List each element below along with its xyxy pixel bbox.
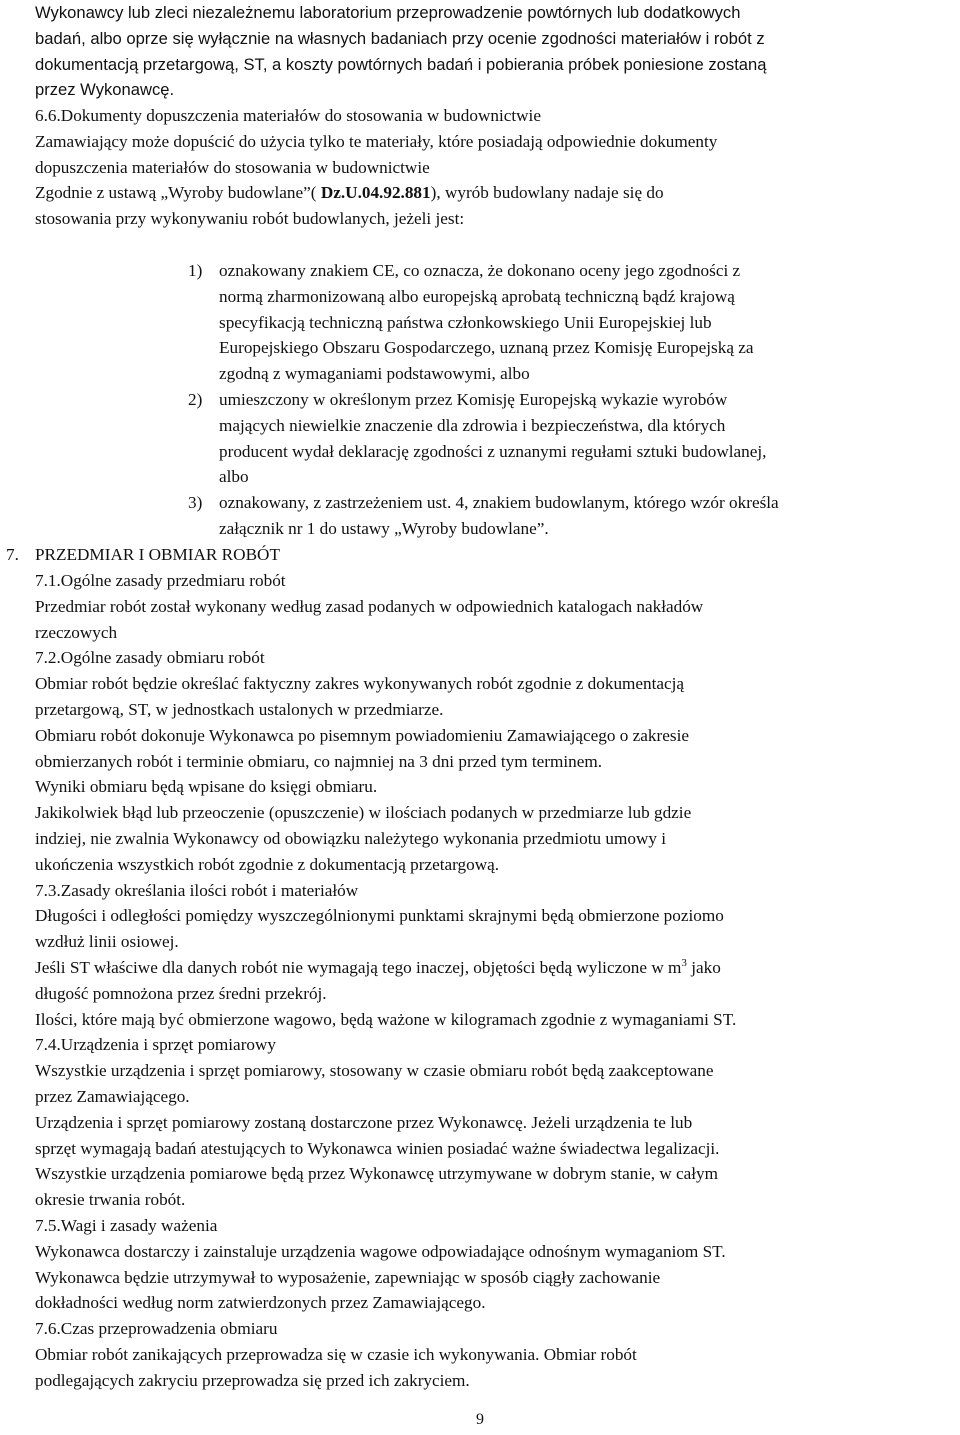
text-line: przetargową, ST, w jednostkach ustalonych w przedmiarze.	[35, 699, 444, 719]
text-line: dopuszczenia materiałów do stosowania w budownictwie	[35, 157, 430, 177]
subsection-heading: 7.1.Ogólne zasady przedmiaru robót	[35, 571, 286, 590]
text-line: przez Zamawiającego.	[35, 1086, 190, 1106]
intro-paragraph	[35, 0, 960, 103]
section-7-body	[35, 568, 960, 1394]
text-line: Europejskiego Obszaru Gospodarczego, uznaną przez Komisję Europejską za	[219, 338, 754, 358]
section-number: 7.	[6, 545, 19, 564]
text-line: Obmiar robót zanikających przeprowadza się w czasie ich wykonywania. Obmiar robót	[35, 1344, 637, 1364]
cubic-superscript: 3	[681, 956, 687, 969]
text-line: Obmiaru robót dokonuje Wykonawca po pisemnym powiadomieniu Zamawiającego o zakresie	[35, 725, 689, 745]
text-line: przez Wykonawcę.	[35, 80, 175, 100]
text-line: oznakowany, z zastrzeżeniem ust. 4, znakiem budowlanym, którego wzór określa	[219, 493, 779, 513]
text-line: wzdłuż linii osiowej.	[35, 932, 179, 952]
list-item-number: 3)	[188, 493, 203, 513]
requirements-list	[188, 258, 960, 542]
law-prefix: Zgodnie z ustawą „Wyroby budowlane”(	[35, 183, 321, 203]
text-line: normą zharmonizowaną albo europejską aprobatą techniczną bądź krajową	[219, 286, 735, 306]
section-heading: 6.6.Dokumenty dopuszczenia materiałów do stosowania w budownictwie	[35, 106, 541, 125]
text-line: Wykonawca będzie utrzymywał to wyposażenie, zapewniając w sposób ciągły zachowanie	[35, 1267, 661, 1287]
text-line: Urządzenia i sprzęt pomiarowy zostaną dostarczone przez Wykonawcę. Jeżeli urządzenia te lub	[35, 1112, 693, 1132]
text-line: dokładności według norm zatwierdzonych przez Zamawiającego.	[35, 1293, 486, 1313]
text-line: Jakikolwiek błąd lub przeoczenie (opuszczenie) w ilościach podanych w przedmiarze lub gdzie	[35, 803, 692, 823]
list-item	[188, 490, 960, 542]
text-line: załącznik nr 1 do ustawy „Wyroby budowlane”.	[219, 518, 549, 538]
law-suffix: ), wyrób budowlany nadaje się do	[430, 183, 664, 203]
text-line: indziej, nie zwalnia Wykonawcy od obowiązku należytego wykonania przedmiotu umowy i	[35, 828, 667, 848]
text-line: oznakowany znakiem CE, co oznacza, że dokonano oceny jego zgodności z	[219, 261, 741, 280]
text-line: Przedmiar robót został wykonany według zasad podanych w odpowiednich katalogach nakładów	[35, 596, 704, 616]
law-reference-line	[35, 180, 960, 206]
page-number: 9	[476, 1411, 484, 1428]
text-line: badań, albo oprze się wyłącznie na własnych badaniach przy ocenie zgodności materiałów i robót z	[35, 28, 765, 48]
text-line: sprzęt wymagają badań atestujących to Wykonawca winien posiadać ważne świadectwa legalizacji.	[35, 1138, 720, 1158]
subsection-heading: 7.6.Czas przeprowadzenia obmiaru	[35, 1319, 278, 1339]
volume-suffix: jako	[686, 957, 721, 977]
text-line: długość pomnożona przez średni przekrój.	[35, 983, 327, 1003]
text-line: ukończenia wszystkich robót zgodnie z dokumentacją przetargową.	[35, 854, 500, 874]
text-line: specyfikacją techniczną państwa członkowskiego Unii Europejskiej lub	[219, 312, 712, 332]
text-line: Wykonawca dostarczy i zainstaluje urządzenia wagowe odpowiadające odnośnym wymaganiom ST.	[35, 1241, 726, 1261]
section-6-6	[35, 103, 960, 232]
text-line: obmierzanych robót i terminie obmiaru, co najmniej na 3 dni przed tym terminem.	[35, 751, 603, 771]
text-line: dokumentacją przetargową, ST, a koszty powtórnych badań i pobierania próbek poniesione zostaną	[35, 54, 767, 74]
list-item-number: 2)	[188, 389, 203, 409]
text-line: Długości i odległości pomiędzy wyszczególnionymi punktami skrajnymi będą obmierzone poziomo	[35, 906, 724, 926]
volume-line	[35, 955, 960, 981]
text-line: Ilości, które mają być obmierzone wagowo, będą ważone w kilogramach zgodnie z wymaganiami ST.	[35, 1009, 737, 1029]
volume-prefix: Jeśli ST właściwe dla danych robót nie wymagają tego inaczej, objętości będą wyliczone w m	[35, 957, 682, 977]
text-line: mających niewielkie znaczenie dla zdrowia i bezpieczeństwa, dla których	[219, 415, 726, 435]
list-item	[188, 258, 960, 387]
text-line: stosowania przy wykonywaniu robót budowlanych, jeżeli jest:	[35, 209, 465, 229]
text-line: Wyniki obmiaru będą wpisane do księgi obmiaru.	[35, 777, 378, 797]
list-item	[188, 387, 960, 490]
text-line: zgodną z wymaganiami podstawowymi, albo	[219, 364, 530, 384]
text-line: Obmiar robót będzie określać faktyczny zakres wykonywanych robót zgodnie z dokumentacją	[35, 674, 685, 694]
text-line: producent wydał deklarację zgodności z uznanymi regułami sztuki budowlanej,	[219, 441, 767, 461]
subsection-heading: 7.5.Wagi i zasady ważenia	[35, 1215, 218, 1235]
text-line: podlegających zakryciu przeprowadza się przed ich zakryciem.	[35, 1370, 470, 1390]
list-item-number: 1)	[188, 261, 203, 280]
subsection-heading: 7.4.Urządzenia i sprzęt pomiarowy	[35, 1035, 277, 1055]
text-line: Wszystkie urządzenia i sprzęt pomiarowy, stosowany w czasie obmiaru robót będą zaakceptowane	[35, 1061, 714, 1081]
text-line: Wszystkie urządzenia pomiarowe będą przez Wykonawcę utrzymywane w dobrym stanie, w całym	[35, 1164, 719, 1184]
text-line: okresie trwania robót.	[35, 1190, 186, 1210]
text-line: Wykonawcy lub zleci niezależnemu laboratorium przeprowadzenie powtórnych lub dodatkowych	[35, 3, 741, 22]
text-line: umieszczony w określonym przez Komisję Europejską wykazie wyrobów	[219, 389, 728, 409]
subsection-heading: 7.2.Ogólne zasady obmiaru robót	[35, 648, 265, 668]
section-title: PRZEDMIAR I OBMIAR ROBÓT	[35, 545, 280, 564]
text-line: albo	[219, 467, 249, 487]
text-line: Zamawiający może dopuścić do użycia tylko te materiały, które posiadają odpowiednie dokumenty	[35, 131, 718, 151]
law-ref: Dz.U.04.92.881	[320, 183, 431, 203]
text-line: rzeczowych	[35, 622, 118, 642]
subsection-heading: 7.3.Zasady określania ilości robót i materiałów	[35, 880, 359, 900]
